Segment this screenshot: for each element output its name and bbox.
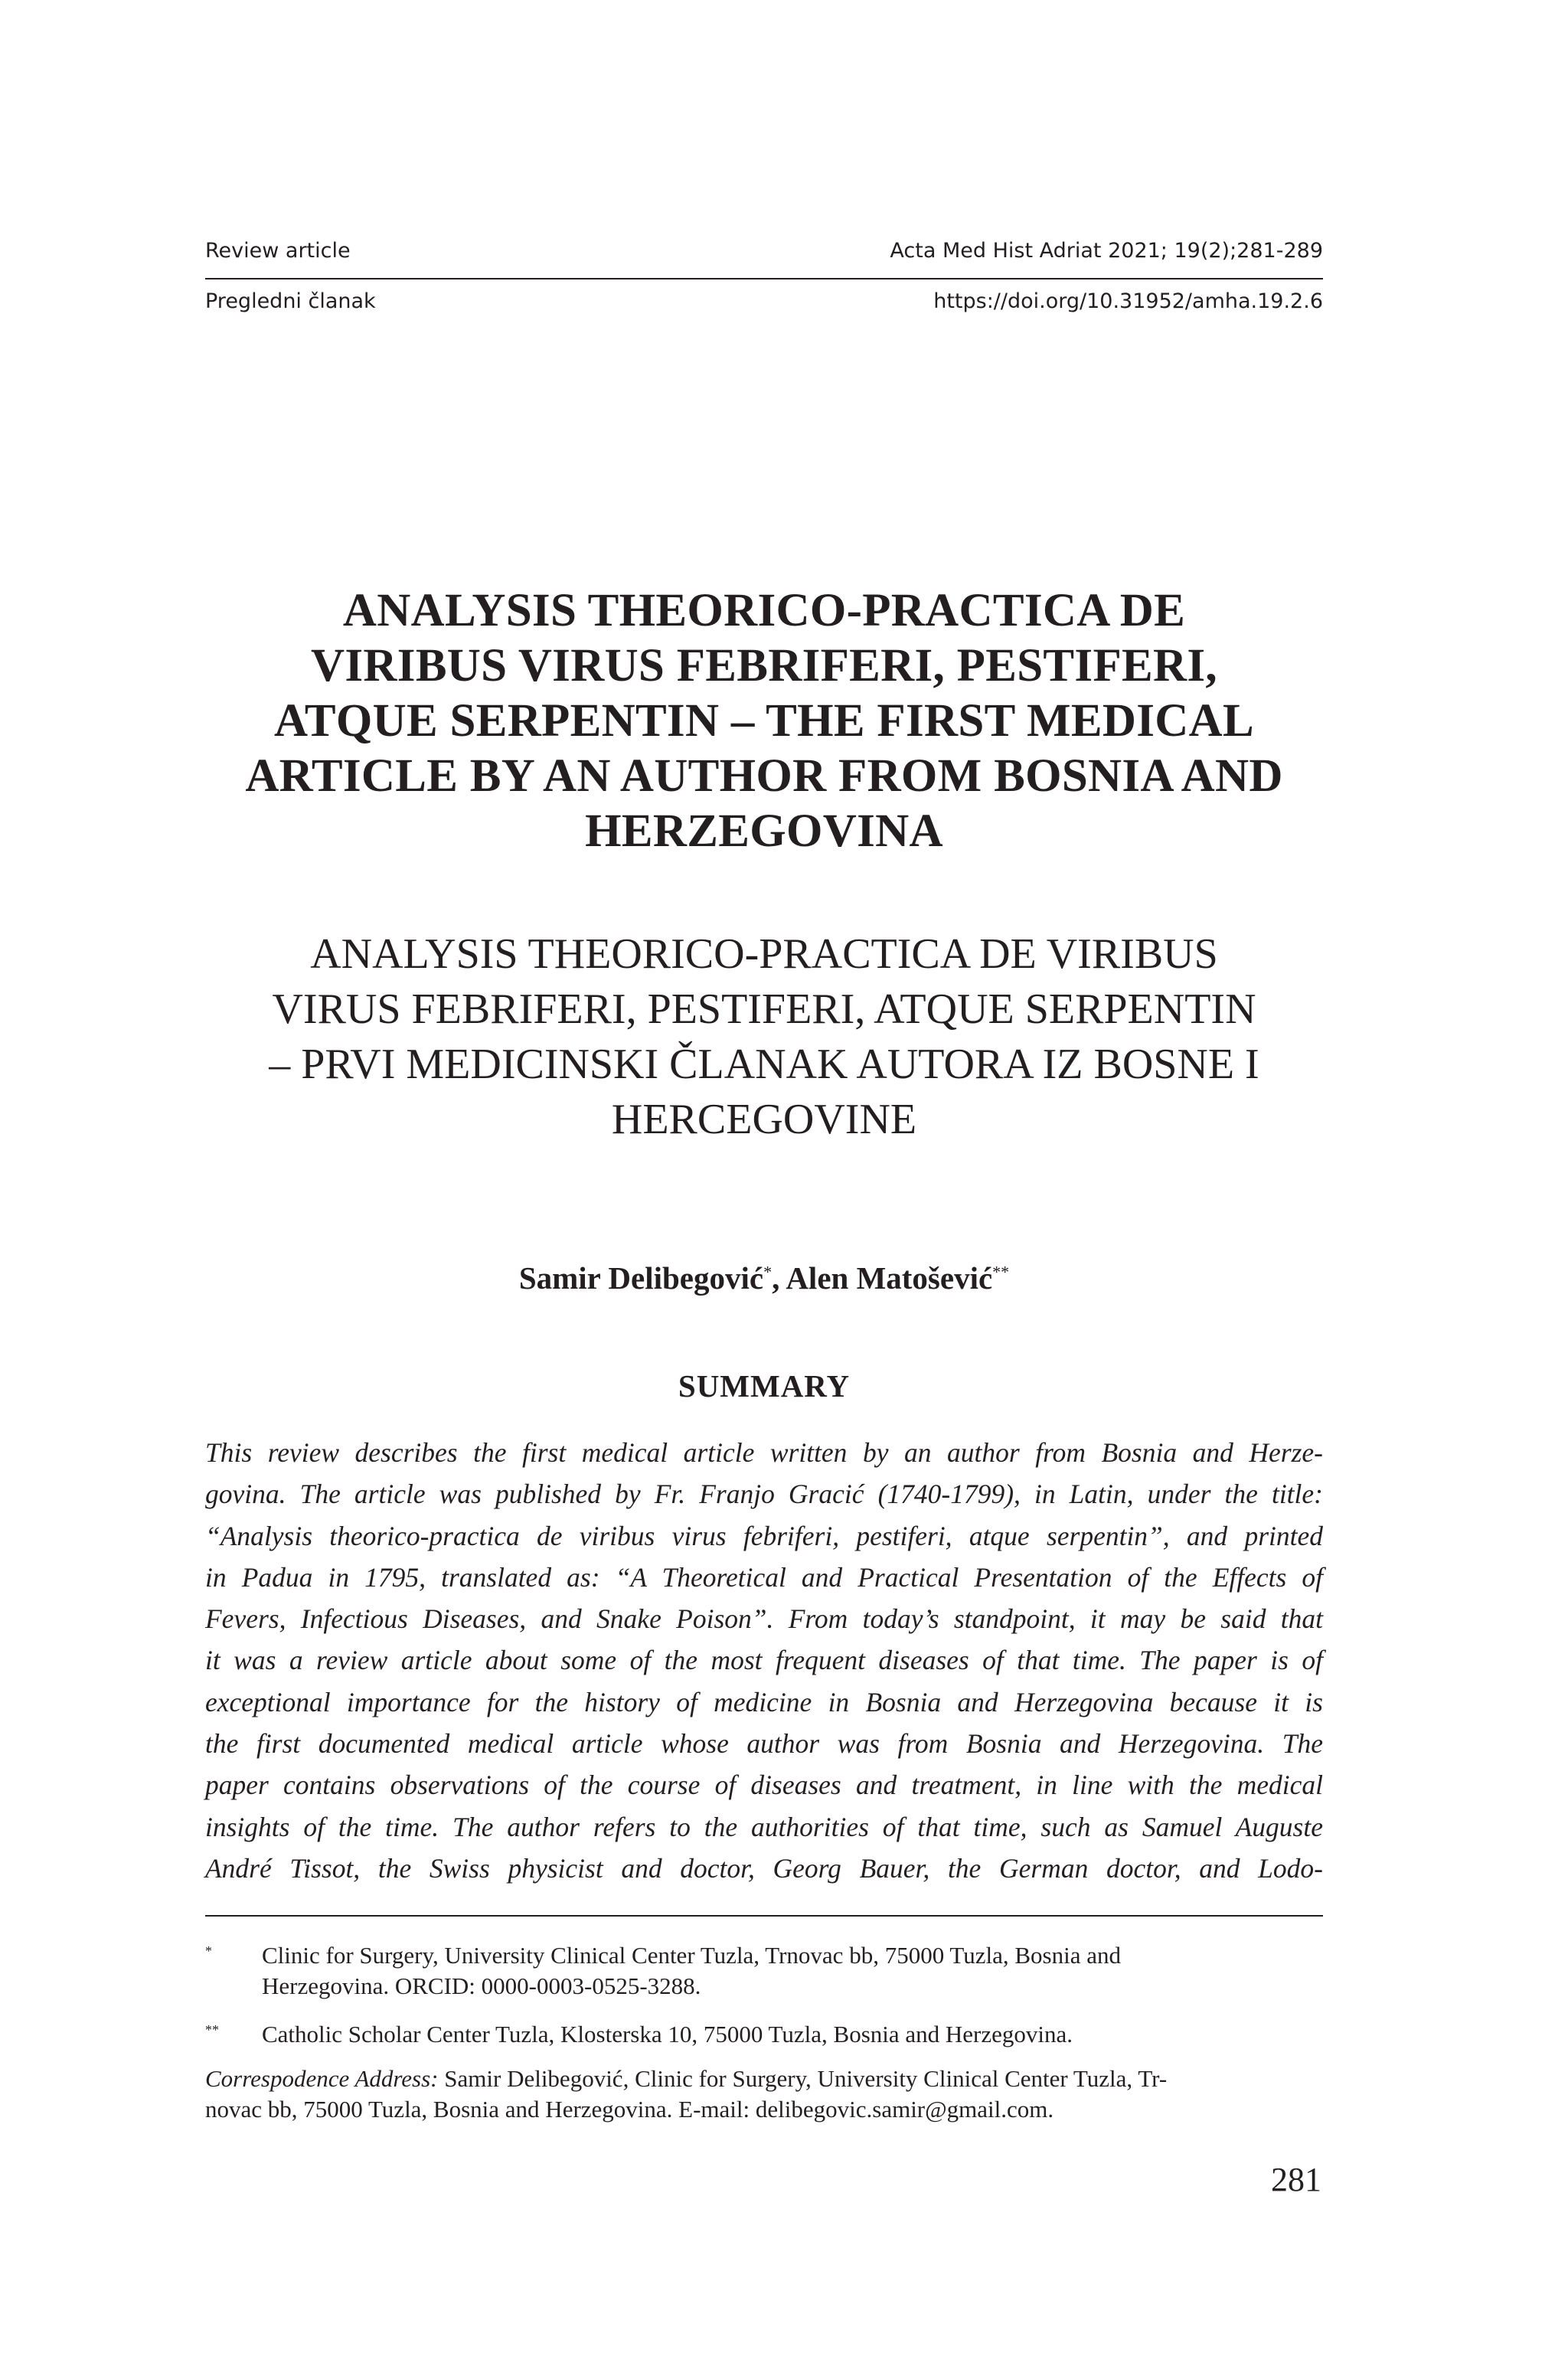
title-en-line: VIRIBUS VIRUS FEBRIFERI, PESTIFERI, bbox=[311, 640, 1217, 691]
footnote-mark: ** bbox=[205, 2022, 219, 2038]
summary-line: govina. The article was published by Fr. Franjo Gracić (1740-1799), in Latin, under the title: bbox=[205, 1479, 1323, 1510]
author-name: Samir Delibegović bbox=[518, 1260, 764, 1296]
summary-text bbox=[205, 1432, 1323, 1889]
title-en-line: ARTICLE BY AN AUTHOR FROM BOSNIA AND bbox=[245, 750, 1283, 802]
correspondence-line bbox=[205, 2064, 1323, 2094]
doi-link[interactable]: https://doi.org/10.31952/amha.19.2.6 bbox=[933, 289, 1323, 313]
summary-line: “Analysis theorico-practica de viribus virus febriferi, pestiferi, atque serpentin”, and printed bbox=[205, 1520, 1323, 1551]
footnote-mark: * bbox=[205, 1943, 212, 1959]
author-affiliation-mark: * bbox=[763, 1262, 773, 1282]
summary-line: Fevers, Infectious Diseases, and Snake Poison”. From today’s standpoint, it may be said that bbox=[205, 1603, 1323, 1635]
summary-line: paper contains observations of the course of diseases and treatment, in line with the medical bbox=[205, 1770, 1323, 1801]
title-en-line: ATQUE SERPENTIN – THE FIRST MEDICAL bbox=[274, 695, 1254, 747]
page-number: 281 bbox=[1271, 2161, 1321, 2198]
article-type-en: Review article bbox=[205, 239, 351, 263]
summary-line: André Tissot, the Swiss physicist and doctor, Georg Bauer, the German doctor, and Lodo- bbox=[205, 1852, 1323, 1884]
title-en-line: HERZEGOVINA bbox=[585, 806, 943, 857]
author-separator: , bbox=[772, 1260, 786, 1296]
title-hr-line: ANALYSIS THEORICO-PRACTICA DE VIRIBUS bbox=[310, 930, 1218, 978]
footnote-line: Catholic Scholar Center Tuzla, Klosterska 10, 75000 Tuzla, Bosnia and Herzegovina. bbox=[262, 2021, 1073, 2047]
correspondence-label: Correspodence Address: bbox=[205, 2065, 439, 2092]
footnote bbox=[205, 2019, 1323, 2050]
title-hr-line: HERCEGOVINE bbox=[611, 1096, 917, 1143]
running-header-top bbox=[205, 239, 1323, 263]
author-list bbox=[205, 1260, 1323, 1296]
title-en-line: ANALYSIS THEORICO-PRACTICA DE bbox=[342, 585, 1186, 636]
summary-line: This review describes the first medical article written by an author from Bosnia and Herze- bbox=[205, 1437, 1323, 1468]
author-affiliation-mark: ** bbox=[992, 1262, 1010, 1282]
summary-line: the first documented medical article whose author was from Bosnia and Herzegovina. The bbox=[205, 1728, 1323, 1760]
summary-line: exceptional importance for the history of medicine in Bosnia and Herzegovina because it is bbox=[205, 1686, 1323, 1717]
author-name: Alen Matošević bbox=[786, 1260, 993, 1296]
footnote bbox=[205, 1940, 1323, 2002]
correspondence-address bbox=[205, 2064, 1323, 2125]
article-type-hr: Pregledni članak bbox=[205, 289, 376, 313]
title-english bbox=[205, 583, 1323, 859]
summary-line: in Padua in 1795, translated as: “A Theoretical and Practical Presentation of the Effects of bbox=[205, 1561, 1323, 1593]
footnote-rule bbox=[205, 1915, 1323, 1917]
correspondence-text: Samir Delibegović, Clinic for Surgery, University Clinical Center Tuzla, Tr- bbox=[438, 2065, 1168, 2092]
summary-line: insights of the time. The author refers to the authorities of that time, such as Samuel Auguste bbox=[205, 1811, 1323, 1842]
footnote-line: Clinic for Surgery, University Clinical Center Tuzla, Trnovac bb, 75000 Tuzla, Bosnia and bbox=[262, 1942, 1121, 1969]
title-hr-line: VIRUS FEBRIFERI, PESTIFERI, ATQUE SERPENTIN bbox=[272, 985, 1256, 1033]
summary-line: it was a review article about some of the most frequent diseases of that time. The paper is of bbox=[205, 1645, 1323, 1676]
correspondence-line: novac bb, 75000 Tuzla, Bosnia and Herzegovina. E-mail: delibegovic.samir@gmail.com. bbox=[205, 2096, 1054, 2123]
summary-heading: SUMMARY bbox=[678, 1368, 851, 1404]
title-croatian bbox=[205, 926, 1323, 1147]
journal-citation: Acta Med Hist Adriat 2021; 19(2);281-289 bbox=[890, 239, 1323, 263]
footnote-line: Herzegovina. ORCID: 0000-0003-0525-3288. bbox=[262, 1972, 701, 1999]
running-header-bottom bbox=[205, 289, 1323, 313]
title-hr-line: – PRVI MEDICINSKI ČLANAK AUTORA IZ BOSNE I bbox=[269, 1041, 1259, 1088]
header-rule bbox=[205, 278, 1323, 279]
